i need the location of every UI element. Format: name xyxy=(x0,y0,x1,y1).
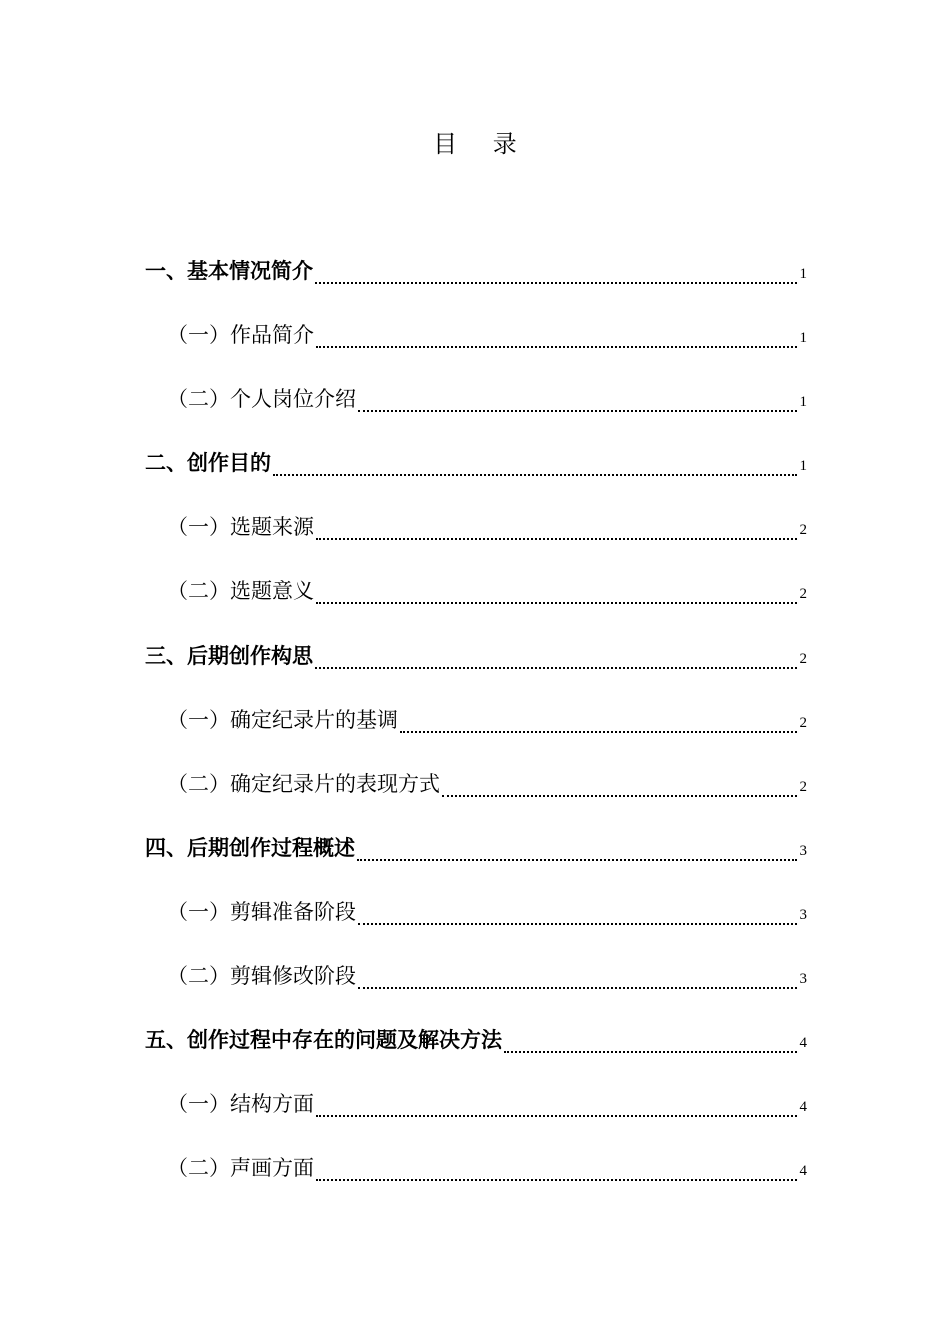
toc-entry-text: 一、基本情况简介 xyxy=(145,259,313,283)
toc-page-number: 2 xyxy=(799,586,807,603)
toc-entry-text: （二）剪辑修改阶段 xyxy=(167,964,356,989)
toc-entry[interactable] xyxy=(145,699,807,763)
toc-page-number: 3 xyxy=(799,906,807,923)
toc-entry[interactable] xyxy=(145,314,807,378)
toc-entry[interactable] xyxy=(145,506,807,570)
dot-leader xyxy=(357,829,797,861)
toc-entry[interactable] xyxy=(145,378,807,442)
dot-leader xyxy=(358,893,797,925)
toc-entry-text: 四、后期创作过程概述 xyxy=(145,835,355,860)
toc-entry-text: 二、创作目的 xyxy=(145,451,271,476)
toc-entry-text: （一）作品简介 xyxy=(167,323,314,348)
table-of-contents xyxy=(145,250,807,1211)
toc-entry[interactable] xyxy=(145,955,807,1019)
toc-entry-text: 五、创作过程中存在的问题及解决方法 xyxy=(145,1028,502,1053)
toc-page-number: 1 xyxy=(799,458,807,475)
toc-page-number: 2 xyxy=(799,522,807,539)
dot-leader xyxy=(316,508,797,540)
dot-leader xyxy=(316,316,797,348)
toc-entry-text: （一）确定纪录片的基调 xyxy=(167,707,398,732)
toc-page-number: 2 xyxy=(799,650,807,667)
toc-entry[interactable] xyxy=(145,635,807,699)
toc-entry[interactable] xyxy=(145,763,807,827)
dot-leader xyxy=(315,637,797,669)
dot-leader xyxy=(316,1085,797,1117)
toc-entry[interactable] xyxy=(145,1019,807,1083)
toc-page-number: 3 xyxy=(799,971,807,988)
dot-leader xyxy=(273,444,797,476)
dot-leader xyxy=(400,701,797,733)
toc-entry[interactable] xyxy=(145,1147,807,1211)
toc-page-number: 2 xyxy=(799,778,807,795)
toc-entry[interactable] xyxy=(145,570,807,634)
dot-leader xyxy=(316,572,797,604)
dot-leader xyxy=(358,957,797,989)
toc-entry-text: （一）选题来源 xyxy=(167,515,314,540)
toc-entry[interactable] xyxy=(145,891,807,955)
toc-entry-text: （一）结构方面 xyxy=(167,1092,314,1117)
toc-page-number: 1 xyxy=(799,266,807,282)
toc-page-number: 3 xyxy=(799,842,807,859)
toc-entry-text: （二）确定纪录片的表现方式 xyxy=(167,771,440,796)
toc-entry-text: （二）个人岗位介绍 xyxy=(167,387,356,412)
toc-entry-text: （二）声画方面 xyxy=(167,1156,314,1181)
dot-leader xyxy=(504,1021,797,1053)
toc-page-number: 4 xyxy=(799,1099,807,1116)
toc-entry[interactable] xyxy=(145,827,807,891)
dot-leader xyxy=(358,380,797,412)
toc-page-number: 1 xyxy=(799,394,807,411)
dot-leader xyxy=(315,252,797,284)
dot-leader xyxy=(316,1149,797,1181)
toc-page-number: 4 xyxy=(799,1163,807,1180)
toc-page-number: 1 xyxy=(799,330,807,347)
toc-entry-text: （二）选题意义 xyxy=(167,579,314,604)
toc-entry[interactable] xyxy=(145,250,807,314)
toc-entry-text: 三、后期创作构思 xyxy=(145,643,313,668)
toc-title: 目 录 xyxy=(433,130,531,158)
toc-entry[interactable] xyxy=(145,1083,807,1147)
toc-entry[interactable] xyxy=(145,442,807,506)
toc-entry-text: （一）剪辑准备阶段 xyxy=(167,899,356,924)
dot-leader xyxy=(442,765,797,797)
toc-page-number: 4 xyxy=(799,1035,807,1052)
toc-page-number: 2 xyxy=(799,714,807,731)
